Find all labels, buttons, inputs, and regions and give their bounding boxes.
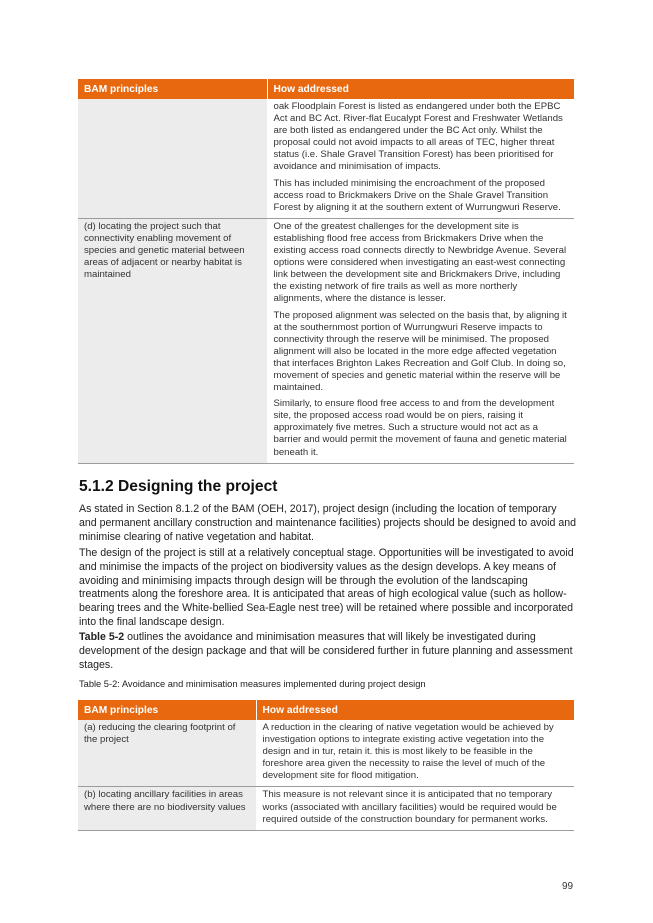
table-row [78, 218, 574, 463]
body-paragraph [79, 631, 577, 672]
body-paragraph: The design of the project is still at a relatively conceptual stage. Opportunities will be investigated to avoid and minimise the impacts of the project on biodiversity values as the design develops. A key means of avoiding and minimising impacts through design will be through the evolution of the landscaping treatments along the foreshore area. It is anticipated that areas of high ecological value (such as hollow-bearing trees and the White-bellied Sea-Eagle nest tree) will be retained where possible and incorporated into the final landscape design. [79, 547, 574, 628]
cell-paragraph: Similarly, to ensure flood free access to and from the development site, the proposed access road would be on piers, raising it approximately five metres. Such a structure would not act as a barrier and would permit the movement of fauna and genetic material beneath it. [273, 398, 567, 458]
table-row [78, 720, 574, 787]
principle-cell: (b) locating ancillary facilities in areas where there are no biodiversity values [78, 787, 256, 830]
how-addressed-cell [267, 99, 574, 218]
principle-cell [78, 99, 267, 218]
principle-cell: (d) locating the project such that connectivity enabling movement of species and genetic material between areas of adjacent or nearby habitat is maintained [78, 218, 267, 463]
page-number: 99 [562, 881, 574, 892]
column-header-bam-principles: BAM principles [78, 79, 267, 99]
table-row [78, 99, 574, 218]
table-row [78, 787, 574, 830]
avoidance-measures-table [78, 700, 574, 831]
column-header-how-addressed: How addressed [267, 79, 574, 99]
bam-principles-table-continued [78, 79, 574, 464]
how-addressed-cell: A reduction in the clearing of native vegetation would be achieved by investigation options to integrate existing active vegetation into the design and in tur, retain it. this is most likely to be feasible in the foreshore area given the necessity to raise the level of much of the development site for flood mitigation. [256, 720, 574, 787]
column-header-how-addressed: How addressed [256, 700, 574, 720]
how-addressed-cell: This measure is not relevant since it is anticipated that no temporary works (associated with ancillary facilities) would be required would be required outside of the construction boundary for permanent works. [256, 787, 574, 830]
principle-cell: (a) reducing the clearing footprint of the project [78, 720, 256, 787]
how-addressed-cell [267, 218, 574, 463]
table-reference: Table 5-2 [79, 631, 125, 643]
cell-paragraph: This has included minimising the encroachment of the proposed access road to Brickmakers Drive on the Shale Gravel Transition Forest by aligning it at the southern extent of Wurrungwuri Reserve. [273, 177, 561, 213]
body-paragraph: As stated in Section 8.1.2 of the BAM (OEH, 2017), project design (including the location of temporary and permanent ancillary construction and maintenance facilities) projects should be designed to avoid and minimise clearing of native vegetation and habitat. [79, 503, 577, 543]
cell-paragraph: The proposed alignment was selected on the basis that, by aligning it at the southernmost portion of Wurrungwuri Reserve impacts to connectivity through the reserve will be minimised. The proposed alignment will also be located in the more edge affected vegetation that interfaces Brighton Lakes Recreation and Golf Club. In doing so, movement of species and genetic material within the reserve will be maintained. [273, 309, 567, 394]
table-caption: Table 5-2: Avoidance and minimisation measures implemented during project design [79, 679, 426, 689]
paragraph-text: outlines the avoidance and minimisation measures that will likely be investigated during development of the design package and that will be considered further in future planning and assessment stages. [79, 631, 573, 671]
section-heading: 5.1.2 Designing the project [79, 478, 278, 495]
column-header-bam-principles: BAM principles [78, 700, 256, 720]
cell-paragraph: oak Floodplain Forest is listed as endangered under both the EPBC Act and BC Act. River-flat Eucalypt Forest and Freshwater Wetlands are both listed as endangered under the BC Act only. Whilst the proposal could not avoid impacts to all areas of TEC, higher threat status (i.e. Shale Gravel Transition Forest) has been prioritised for avoidance and minimisation of impacts. [273, 101, 563, 173]
cell-paragraph: One of the greatest challenges for the development site is establishing flood free access from Brickmakers Drive when the existing access road connects directly to Newbridge Avenue. Several options were considered when investigating an east-west connecting link between the development site and Brickmakers Drive, including the existing network of fire trails as well as more northerly alignments, where the distance is lesser. [273, 220, 567, 305]
